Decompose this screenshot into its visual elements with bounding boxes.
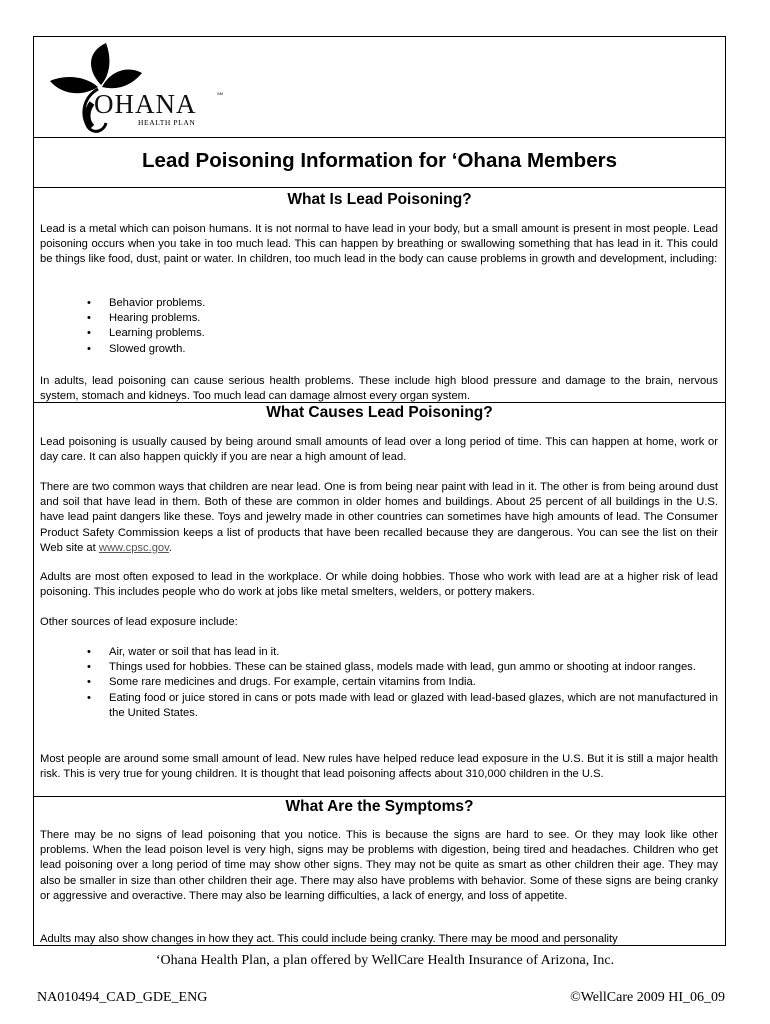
paragraph: Adults may also show changes in how they act. This could include being cranky. There may be mood and personality <box>40 933 618 945</box>
divider <box>34 137 725 138</box>
paragraph: Most people are around some small amount of lead. New rules have helped reduce lead exposure in the U.S. But it is still a major health risk. This is very true for young children. It is thought that lead poisoning affects about 310,000 children in the U.S. <box>40 753 718 781</box>
section-heading-causes: What Causes Lead Poisoning? <box>266 404 493 421</box>
footer-plan-note: ‘Ohana Health Plan, a plan offered by WellCare Health Insurance of Arizona, Inc. <box>155 953 615 968</box>
paragraph: In adults, lead poisoning can cause serious health problems. These include high blood pressure and damage to the brain, nervous system, stomach and kidneys. Too much lead can damage almost every organ system. <box>40 375 718 403</box>
paragraph: Lead poisoning is usually caused by being around small amounts of lead over a long period of time. This can happen at home, work or day care. It can also happen quickly if you are near a high amount of lead. <box>40 436 718 464</box>
logo-subtitle: HEALTH PLAN <box>138 118 196 127</box>
section-heading-what-is: What Is Lead Poisoning? <box>287 191 472 208</box>
list-item: • Things used for hobbies. These can be stained glass, models made with lead, gun ammo or shooting at indoor ranges. <box>40 660 718 675</box>
footer-copyright: ©WellCare 2009 HI_06_09 <box>570 990 725 1005</box>
paragraph-text: There are two common ways that children are near lead. One is from being near paint with lead in it. The other is from being around dust and soil that have lead in them. Both of these are common in older homes and buildings. About 25 percent of all buildings in the U.S. have lead paint dangers like these. Toys and jewelry made in other countries can sometimes have high amounts of lead. The Consumer Product Safety Commission keeps a list of products that have been recalled because they are dangerous. You can see the list on their Web site at <box>40 481 718 554</box>
paragraph: Lead is a metal which can poison humans. It is not normal to have lead in your body, but a small amount is present in most people. Lead poisoning occurs when you take in too much lead. This can happen by breathing or swallowing something that has lead in it. This could be things like food, dust, paint or water. In children, too much lead in the body can cause problems in growth and development, including: <box>40 223 718 266</box>
document-frame <box>33 36 726 946</box>
divider <box>34 796 725 797</box>
list-item: • Air, water or soil that has lead in it. <box>40 645 718 660</box>
list-item: • Slowed growth. <box>40 342 718 357</box>
logo-trademark: SM <box>217 91 223 96</box>
cpsc-link[interactable]: www.cpsc.gov <box>98 541 169 554</box>
list-item: • Eating food or juice stored in cans or pots made with lead or glazed with lead-based glazes, which are not manufactured in the United States. <box>40 691 718 721</box>
paragraph: Adults are most often exposed to lead in the workplace. Or while doing hobbies. Those who work with lead are at a higher risk of lead poisoning. This includes people who do work at jobs like metal smelters, welders, or pottery makers. <box>40 571 718 599</box>
divider <box>34 402 725 403</box>
list-item: • Some rare medicines and drugs. For example, certain vitamins from India. <box>40 675 718 690</box>
list-item: • Behavior problems. <box>40 296 718 311</box>
logo-wordmark: OHANA <box>94 89 197 119</box>
section-heading-symptoms: What Are the Symptoms? <box>285 798 474 815</box>
paragraph <box>40 480 718 556</box>
paragraph-end: . <box>168 541 173 554</box>
page-title: Lead Poisoning Information for ‘Ohana Members <box>142 149 617 172</box>
paragraph: Other sources of lead exposure include: <box>40 616 238 628</box>
footer-doc-code: NA010494_CAD_GDE_ENG <box>37 990 208 1005</box>
divider <box>34 187 725 188</box>
bullet-list <box>40 296 718 357</box>
ohana-logo <box>34 37 725 137</box>
paragraph: There may be no signs of lead poisoning that you notice. This is because the signs are hard to see. Or they may look like other problems. When the lead poison level is very high, signs may be problems with digestion, being tired and headaches. Children who get lead poisoning over a long period of time may show other signs. They may not be quite as smart as other children their age. They may also be smaller in size than other children their age. There may also have problems with behavior. Some of these signs are being cranky or aggressive and overactive. There may also be learning difficulties, a lack of energy, and loss of appetite. <box>40 829 718 902</box>
bullet-list <box>40 645 718 721</box>
list-item: • Hearing problems. <box>40 311 718 326</box>
list-item: • Learning problems. <box>40 326 718 341</box>
